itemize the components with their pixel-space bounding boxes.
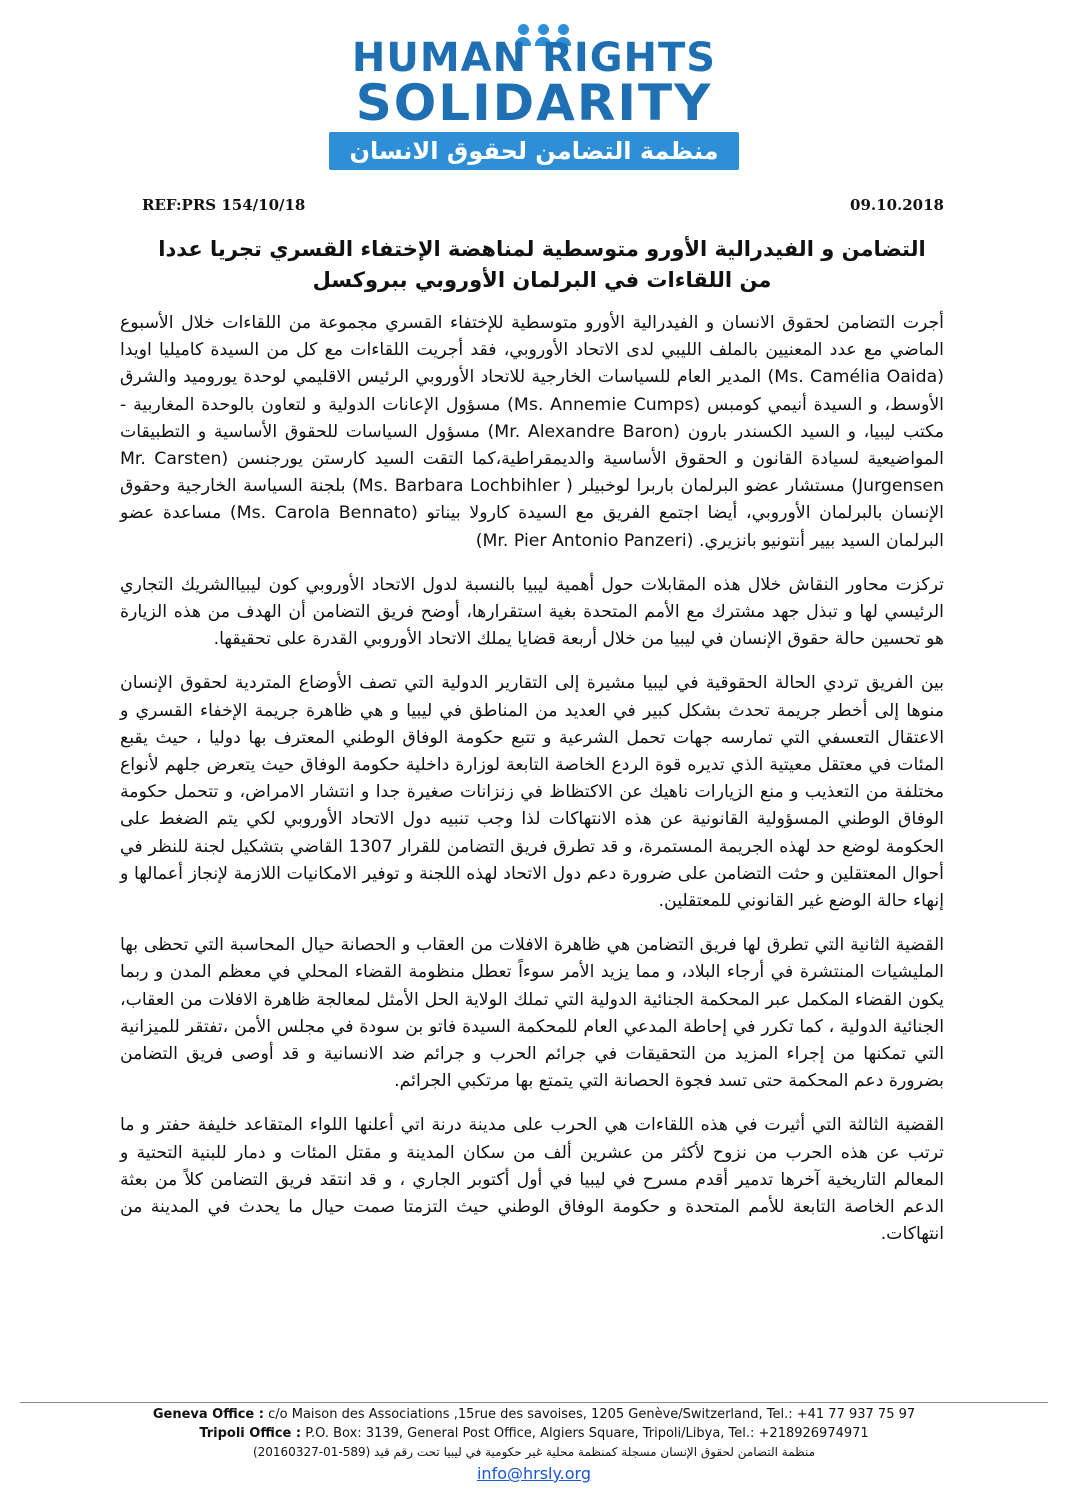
logo-line-human-rights: HUMAN RIGHTS [351,35,717,81]
contact-email-link[interactable]: info@hrsly.org [476,1464,592,1483]
paragraph-first-issue: بين الفريق تردي الحالة الحقوقية في ليبيا مشيرة إلى التقارير الدولية التي تصف الأوضاع المتردية لحقوق الإنسان منوها إلى أخطر جريمة تحدث بشكل كبير في العديد من المناطق في ليبيا و هي ظاهرة جريمة الإخفاء القسري و الاعتقال التعسفي التي تمارسه جهات تحمل الشرعية و تتبع حكومة الوفاق الوطني المعترف بها دوليا ، حيث يقبع المئات في معتقل معيتية الذي تديره قوة الردع الخاصة التابعة لوزارة داخلية حكومة الوفاق حيث يتعرض جلهم لأنواع مختلفة من التعذيب و منع الزيارات ناهيك عن الاكتظاظ في زنزانات صغيرة جدا و انتشار الامراض، و تتحمل حكومة الوفاق الوطني المسؤولية القانونية عن هذه الانتهاكات لذا وجب تنبيه دول الاتحاد الأوروبي لكي يتم الضغط على الحكومة لوضع حد لهذه الجريمة المستمرة، و قد تطرق فريق التضامن للقرار 1307 القاضي بتشكيل لجنة للنظر في أحوال المعتقلين و حثت التضامن على ضرورة دعم دول الاتحاد لهذه اللجنة و توفير الامكانيات اللازمة لإنجاز أعمالها و إنهاء حالة الوضع غير القانوني للمعتقلين. [120,673,944,912]
geneva-office-label: Geneva Office : [152,1407,264,1422]
tripoli-office-label: Tripoli Office : [199,1426,302,1441]
document-title: التضامن و الفيدرالية الأورو متوسطية لمناهضة الإختفاء القسري تجريا عددا من اللقاءات في البرلمان الأوروبي ببروكسل [158,237,926,292]
paragraph-discussion-focus: تركزت محاور النقاش خلال هذه المقابلات حول أهمية ليبيا بالنسبة لدول الاتحاد الأوروبي كون ليبياالشريك التجاري الرئيسي لها و تبذل جهد مشترك مع الأمم المتحدة بغية استقرارها، أوضح فريق التضامن أن الهدف من هذه الزيارة هو تحسين حالة حقوق الإنسان في ليبيا من خلال أربعة قضايا يملك الاتحاد الأوروبي القدرة على تحقيقها. [120,574,944,650]
page-footer [20,1402,1048,1485]
organization-logo [324,14,744,170]
paragraph-third-issue: القضية الثالثة التي أثيرت في هذه اللقاءات هي الحرب على مدينة درنة اتي أعلنها اللواء المتقاعد خليفة حفتر و ما ترتب عن هذه الحرب من نزوح لأكثر من عشرين ألف من سكان المدينة و مقتل المئات و دمار للبنية التحتية و المعالم التاريخية آخرها تدمير أقدم مسرح في ليبيا في أول أكتوبر الجاري ، و قد انتقد فريق التضامن كلاً من بعثة الدعم الخاصة التابعة للأمم المتحدة و حكومة الوفاق الوطني حيث التزمتا صمت حيال ما يحدث في المدينة من انتهاكات. [120,1115,944,1245]
geneva-office-line [20,1405,1048,1424]
logo-line-solidarity: SOLIDARITY [355,74,713,132]
registration-note: منظمة التضامن لحقوق الإنسان مسجلة كمنظمة محلية غير حكومية في ليبيا تحت رقم قيد (589-01-20160327) [252,1445,816,1459]
geneva-office-address: c/o Maison des Associations ,15rue des savoises, 1205 Genève/Switzerland, Tel.: +41 77 937 75 97 [263,1407,916,1422]
document-body [120,310,944,1266]
paragraph-meetings: أجرت التضامن لحقوق الانسان و الفيدرالية الأورو متوسطية للإختفاء القسري مجموعة من اللقاءات خلال الأسبوع الماضي مع عدد المعنيين بالملف الليبي لدى الاتحاد الأوروبي، فقد أجريت اللقاءات مع كل من السيدة كاميليا اويدا (Ms. Camélia Oaida) المدير العام للسياسات الخارجية للاتحاد الأوروبي الرئيس الاقليمي لوحدة يوروميد والشرق الأوسط، و السيدة أنيمي كومبس (Ms. Annemie Cumps) مسؤول الإعانات الدولية و لتعاون بالوحدة المغاربية - مكتب ليبيا، و السيد الكسندر بارون (Mr. Alexandre Baron) مسؤول السياسات للحقوق الأساسية و التطبيقات المواضيعية لسيادة القانون و الحقوق الأساسية والديمقراطية،كما التقت السيد كارستن يورجنسن (Mr. Carsten Jurgensen) مستشار عضو البرلمان باربرا لوخبيلر ( Ms. Barbara Lochbihler) بلجنة السياسة الخارجية وحقوق الإنسان بالبرلمان الأوروبي، أيضا اجتمع الفريق مع السيدة كارولا بيناتو (Ms. Carola Bennato) مساعدة عضو البرلمان السيد بيير أنتونيو بانزيري. (Mr. Pier Antonio Panzeri) [120,313,945,551]
tripoli-office-address: P.O. Box: 3139, General Post Office, Algiers Square, Tripoli/Libya, Tel.: +218926974971 [301,1426,869,1441]
tripoli-office-line [20,1424,1048,1443]
reference-row [142,196,944,214]
logo-arabic-band: منظمة التضامن لحقوق الانسان [329,132,739,170]
document-date: 09.10.2018 [850,196,944,214]
reference-number: REF:PRS 154/10/18 [142,196,306,214]
paragraph-second-issue: القضية الثانية التي تطرق لها فريق التضامن هي ظاهرة الافلات من العقاب و الحصانة حيال المحاسبة التي تحظى بها المليشيات المنتشرة في أرجاء البلاد، و مما يزيد الأمر سوءاً تعطل منظومة القضاء المحلي في معظم المدن و ربما يكون القضاء المكمل عبر المحكمة الجنائية الدولية التي تملك الولاية الحل الأمثل لمعالجة ظاهرة الافلات من العقاب، الجنائية الدولية ، كما تكرر في إحاطة المدعي العام للمحكمة السيدة فاتو بن سودة في مجلس الأمن ،تفتقر للميزانية التي تمكنها من إجراء المزيد من التحقيقات في جرائم الحرب و جرائم ضد الانسانية و قد أوصى فريق التضامن بضرورة دعم المحكمة حتى تسد فجوة الحصانة التي يتمتع بها مرتكبي الجرائم. [120,935,944,1092]
